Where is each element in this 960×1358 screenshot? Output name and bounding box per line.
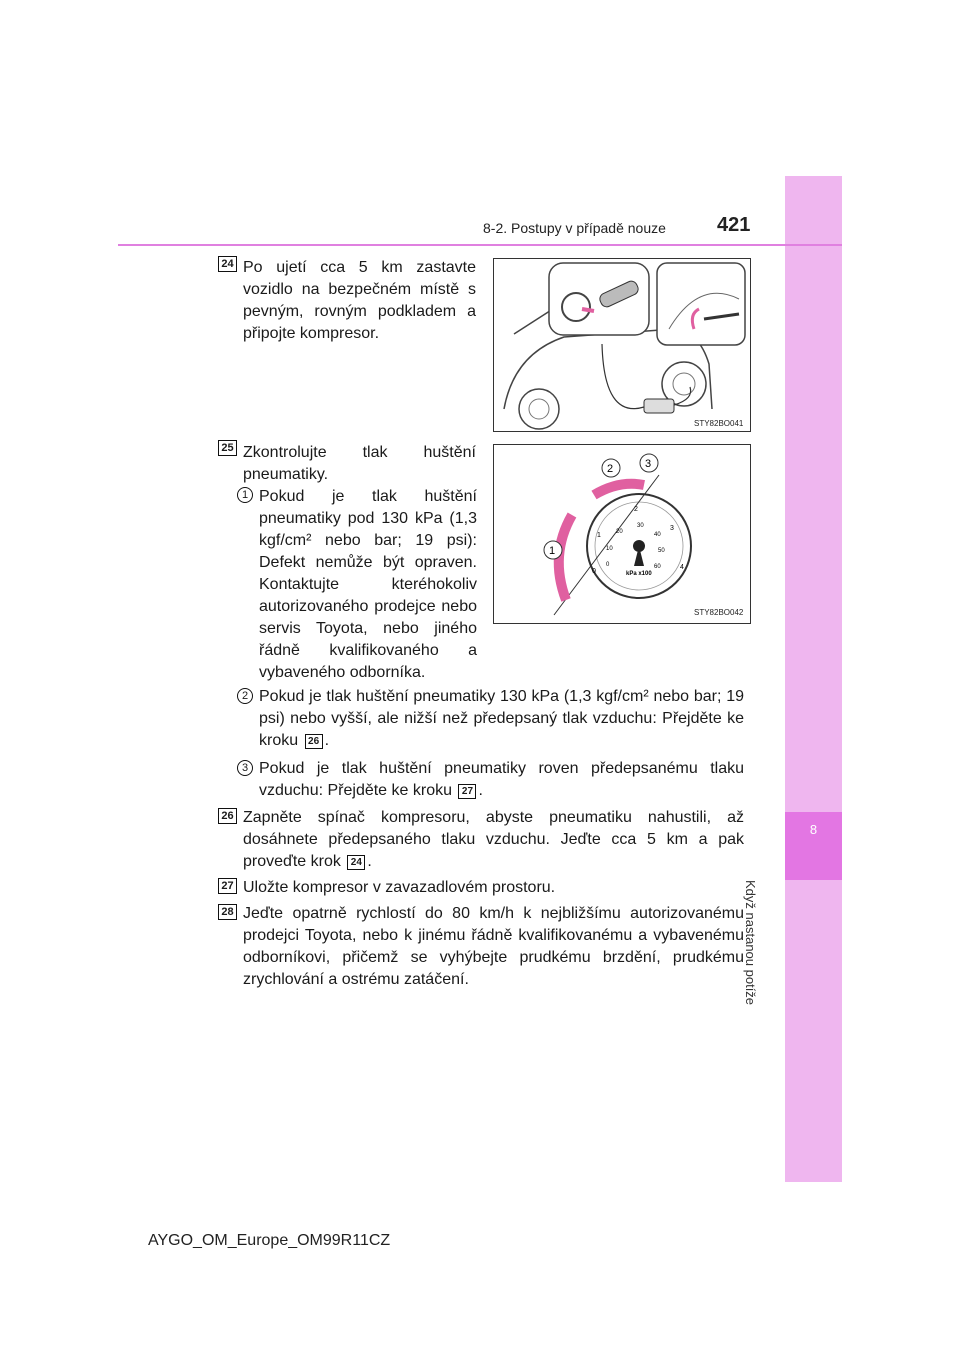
substep-marker-3: 3 (237, 760, 253, 776)
step-badge-27: 27 (218, 878, 237, 894)
section-title: 8-2. Postupy v případě nouze (483, 220, 666, 236)
gauge-inner-tick: 0 (606, 562, 610, 568)
gauge-inner-tick: 10 (606, 546, 613, 552)
figure-code: STY82BO041 (694, 419, 744, 428)
substep-2-text: Pokud je tlak huštění pneumatiky 130 kPa (1,3 kgf/cm² nebo bar; 19 psi) nebo vyšší, ale nižší než předepsaný tlak vzduchu: Přejděte ke kroku 26 . (259, 688, 744, 749)
step-ref[interactable]: 24 (347, 855, 365, 870)
step-24-text: Po ujetí cca 5 km zastavte vozidlo na bezpečném místě s pevným, rovným podkladem a připojte kompresor. (243, 259, 476, 342)
chapter-number-tab[interactable] (785, 812, 842, 880)
chapter-title-vertical: Když nastanou potíže (742, 880, 758, 1006)
step-28-text: Jeďte opatrně rychlostí do 80 km/h k nejbližšímu autorizovanému prodejci Toyota, nebo k jinému řádně kvalifikovanému a vybavenému odborníkovi, přičemž se vyhýbejte prudkému brzdění, prudkému zrychlování a ostrému zatáčení. (243, 905, 744, 988)
gauge-inner-tick: 20 (616, 529, 623, 535)
step-27-text: Uložte kompresor v zavazadlovém prostoru. (243, 879, 556, 896)
gauge-outer-tick: 3 (670, 525, 674, 532)
step-badge-24: 24 (218, 256, 237, 272)
header-rule (118, 244, 842, 246)
callout-2: 2 (607, 463, 614, 475)
pressure-gauge-illustration (494, 445, 750, 623)
car-compressor-illustration (494, 259, 750, 431)
substep-1-text: Pokud je tlak huštění pneumatiky pod 130 kPa (1,3 kgf/cm² nebo bar; 19 psi): Defekt nemůže být opraven. Kontaktujte kteréhokoliv autorizovaného prodejce nebo servis Toyota, nebo jiného řádně kvalifikovaného a vybaveného odborníka. (259, 488, 477, 681)
step-ref[interactable]: 26 (305, 734, 323, 749)
gauge-outer-tick: 4 (680, 564, 684, 571)
step-badge-28: 28 (218, 904, 237, 920)
gauge-outer-tick: 0 (592, 568, 596, 575)
figure-compressor-connection (493, 258, 751, 432)
gauge-inner-tick: 30 (637, 523, 644, 529)
step-ref[interactable]: 27 (458, 784, 476, 799)
gauge-unit: kPa x100 (626, 571, 652, 577)
figure-code: STY82BO042 (694, 608, 744, 617)
gauge-inner-tick: 40 (654, 532, 661, 538)
gauge-outer-tick: 2 (634, 506, 638, 513)
chapter-number: 8 (809, 822, 818, 837)
callout-3: 3 (645, 458, 652, 470)
step-badge-26: 26 (218, 808, 237, 824)
gauge-inner-tick: 60 (654, 564, 661, 570)
step-26-text: Zapněte spínač kompresoru, abyste pneumatiku nahustili, až dosáhnete předepsaného tlaku vzduchu. Jeďte cca 5 km a pak proveďte krok 24 . (243, 809, 744, 870)
callout-1: 1 (549, 545, 556, 557)
gauge-outer-tick: 1 (597, 532, 601, 539)
page-number: 421 (717, 214, 751, 236)
gauge-inner-tick: 50 (658, 548, 665, 554)
figure-pressure-gauge (493, 444, 751, 624)
step-badge-25: 25 (218, 440, 237, 456)
step-25-text: Zkontrolujte tlak huštění pneumatiky. (243, 444, 476, 483)
document-code: AYGO_OM_Europe_OM99R11CZ (148, 1232, 391, 1249)
substep-3-text: Pokud je tlak huštění pneumatiky roven předepsanému tlaku vzduchu: Přejděte ke kroku 27 . (259, 760, 744, 799)
substep-marker-2: 2 (237, 688, 253, 704)
substep-marker-1: 1 (237, 487, 253, 503)
